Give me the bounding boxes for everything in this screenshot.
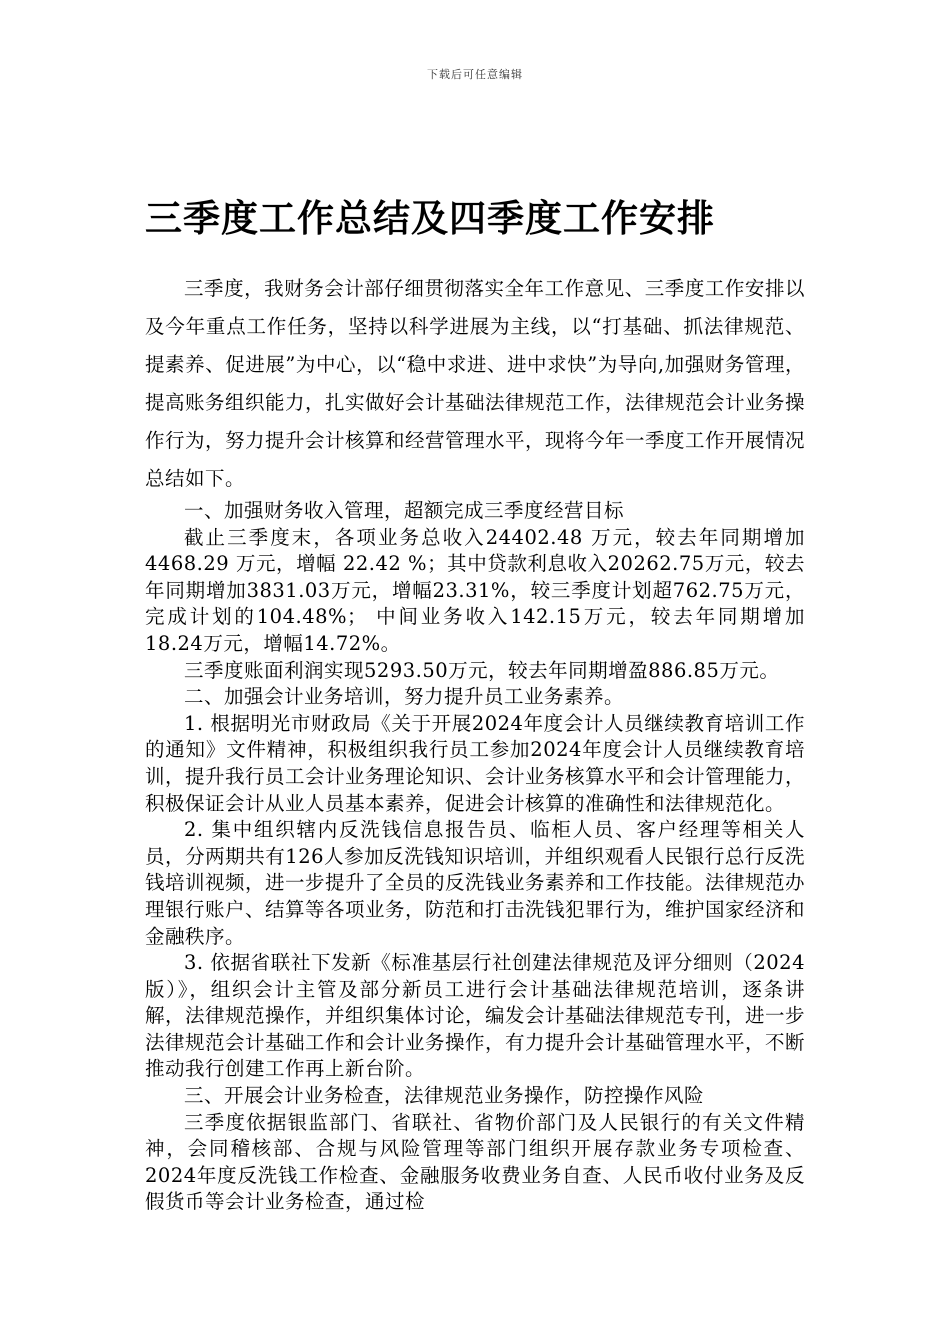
paragraph-inspection: 三季度依据银监部门、省联社、省物价部门及人民银行的有关文件精神，会同稽核部、合规与风险管理等部门组织开展存款业务专项检查、2024年度反洗钱工作检查、金融服务收费业务自查、人民币收付业务及反假货币等会计业务检查，通过检 xyxy=(145,1110,805,1214)
paragraph-intro: 三季度，我财务会计部仔细贯彻落实全年工作意见、三季度工作安排以及今年重点工作任务，坚持以科学进展为主线，以“打基础、抓法律规范、提素养、促进展”为中心，以“稳中求进、进中求快”为导向,加强财务管理，提高账务组织能力，扎实做好会计基础法律规范工作，法律规范会计业务操作行为，努力提升会计核算和经营管理水平，现将今年一季度工作开展情况总结如下。 xyxy=(145,277,806,490)
section-heading-3: 三、开展会计业务检查，法律规范业务操作，防控操作风险 xyxy=(184,1084,705,1108)
section-heading-2: 二、加强会计业务培训，努力提升员工业务素养。 xyxy=(184,685,625,709)
paragraph-training-1: 1. 根据明光市财政局《关于开展2024年度会计人员继续教育培训工作的通知》文件精神，积极组织我行员工参加2024年度会计人员继续教育培训，提升我行员工会计业务理论知识、会计业务核算水平和会计管理能力，积极保证会计从业人员基本素养，促进会计核算的准确性和法律规范化。 xyxy=(145,711,806,815)
document-title: 三季度工作总结及四季度工作安排 xyxy=(145,196,715,240)
document-body xyxy=(145,270,805,1216)
paragraph-training-3: 3. 依据省联社下发新《标准基层行社创建法律规范及评分细则（2024版）》，组织会计主管及部分新员工进行会计基础法律规范培训，逐条讲解，法律规范操作，并组织集体讨论，编发会计基础法律规范专刊，进一步法律规范会计基础工作和会计业务操作，有力提升会计基础管理水平，不断推动我行创建工作再上新台阶。 xyxy=(145,951,806,1081)
section-heading-1: 一、加强财务收入管理，超额完成三季度经营目标 xyxy=(184,499,625,522)
header-note: 下载后可任意编辑 xyxy=(427,68,523,81)
paragraph-profit: 三季度账面利润实现5293.50万元，较去年同期增盈886.85万元。 xyxy=(184,658,780,682)
paragraph-income: 截止三季度末，各项业务总收入24402.48 万元，较去年同期增加 4468.29 万元，增幅 22.42 %；其中贷款利息收入20262.75万元，较去年同期增加3831.03万元，增幅23.31%，较三季度计划超762.75万元，完成计划的104.48%； 中间业务收入142.15万元，较去年同期增加18.24万元，增幅14.72%。 xyxy=(145,525,805,655)
paragraph-training-2: 2. 集中组织辖内反洗钱信息报告员、临柜人员、客户经理等相关人员，分两期共有126人参加反洗钱知识培训，并组织观看人民银行总行反洗钱培训视频，进一步提升了全员的反洗钱业务素养和工作技能。法律规范办理银行账户、结算等各项业务，防范和打击洗钱犯罪行为，维护国家经济和金融秩序。 xyxy=(145,818,806,948)
